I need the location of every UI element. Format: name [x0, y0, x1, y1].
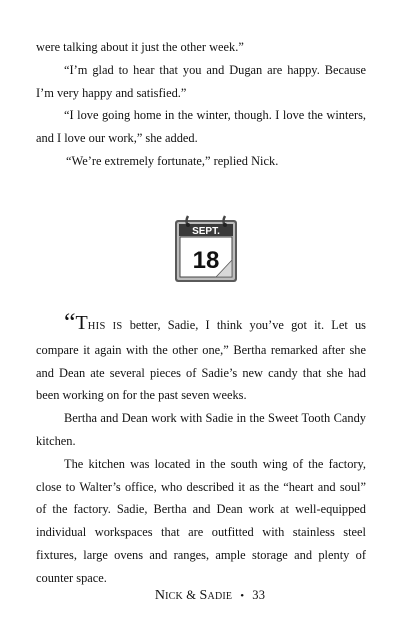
calendar-day: 18: [192, 247, 220, 274]
chapter-text-block: [36, 308, 366, 590]
paragraph: The kitchen was located in the south wing of the factory, close to Walter’s office, who described it as the “heart and soul” of the factory. Sadie, Bertha and Dean work at well-equipped individual workspaces that are outfitted with stainless steel fixtures, large ovens and ranges, ample storage and plenty of counter space.: [36, 456, 366, 585]
calendar-page-icon: [172, 210, 242, 286]
running-title: NICK & SADIE: [154, 588, 233, 603]
calendar-month: SEPT.: [192, 226, 220, 237]
smallcaps-lead: HIS IS: [87, 321, 123, 332]
paragraph: “We’re extremely fortunate,” replied Nick.: [66, 153, 279, 168]
page-number: 33: [252, 588, 266, 602]
open-quote: “: [64, 308, 76, 337]
bullet-separator: •: [240, 590, 245, 602]
drop-letter: T: [75, 312, 88, 334]
paragraph: were talking about it just the other week.”: [36, 40, 244, 54]
chapter-opening-paragraph: [36, 308, 366, 407]
paragraph: Bertha and Dean work with Sadie in the Sweet Tooth Candy kitchen.: [36, 411, 366, 448]
paragraph: “I’m glad to hear that you and Dugan are happy. Because I’m very happy and satisfied.”: [36, 62, 366, 100]
page-footer: [0, 588, 420, 604]
top-text-block: [36, 36, 366, 173]
paragraph-rest: better, Sadie, I think you’ve got it. Let us compare it again with the other one,” Bertha remarked after she and Dean ate several pieces of Sadie’s new candy that she had been working on for the past seven weeks.: [36, 318, 366, 403]
paragraph: “I love going home in the winter, though. I love the winters, and I love our work,” she added.: [36, 108, 366, 146]
